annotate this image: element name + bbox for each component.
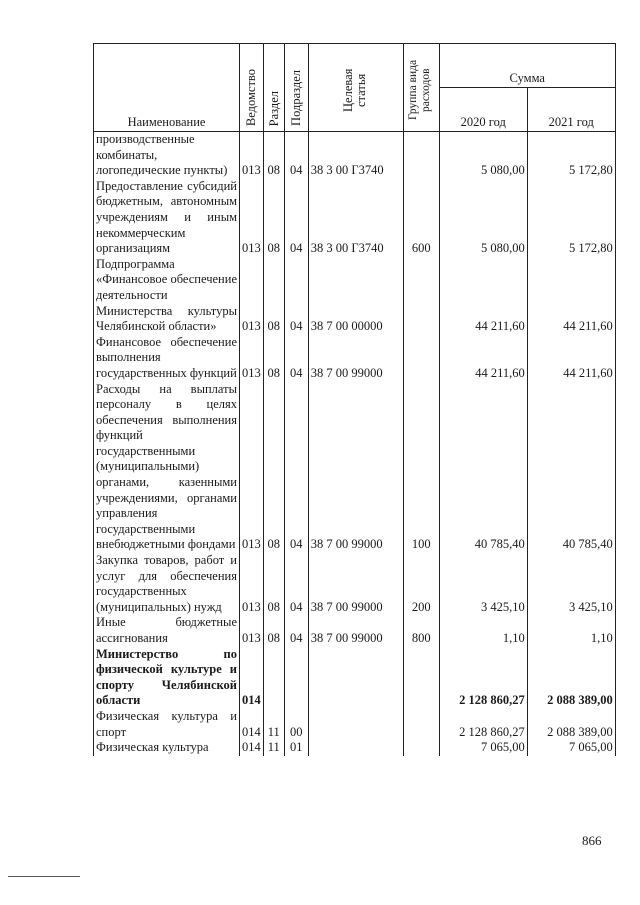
table-row [94, 615, 616, 646]
row-razdel: 11 [263, 709, 284, 740]
header-sum: Сумма [439, 44, 615, 88]
row-sum-2021: 44 211,60 [527, 257, 615, 335]
row-vedomstvo: 013 [240, 615, 264, 646]
table-row [94, 179, 616, 257]
row-razdel: 08 [263, 257, 284, 335]
row-name: Министерство по физической культуре и спорту Челябинской области [94, 647, 240, 709]
row-target: 38 7 00 00000 [308, 257, 403, 335]
row-target: 38 7 00 99000 [308, 335, 403, 382]
row-podrazdel: 01 [284, 740, 308, 756]
row-sum-2021: 40 785,40 [527, 382, 615, 554]
row-group [403, 132, 439, 179]
row-vedomstvo: 013 [240, 382, 264, 554]
row-sum-2021: 1,10 [527, 615, 615, 646]
row-sum-2021: 44 211,60 [527, 335, 615, 382]
row-name: Подпрограмма «Финансовое обеспечение деятельности Министерства культуры Челябинской области» [94, 257, 240, 335]
row-group: 800 [403, 615, 439, 646]
row-name: Предоставление субсидий бюджетным, автономным учреждениям и иным некоммерческим организациям [94, 179, 240, 257]
row-name: Закупка товаров, работ и услуг для обеспечения государственных (муниципальных) нужд [94, 553, 240, 615]
row-sum-2020: 7 065,00 [439, 740, 527, 756]
row-target [308, 647, 403, 709]
row-vedomstvo: 014 [240, 709, 264, 740]
row-sum-2020: 2 128 860,27 [439, 709, 527, 740]
row-group: 200 [403, 553, 439, 615]
row-name: производственные комбинаты, логопедические пункты) [94, 132, 240, 179]
row-sum-2020: 3 425,10 [439, 553, 527, 615]
row-sum-2021: 2 088 389,00 [527, 709, 615, 740]
row-group [403, 647, 439, 709]
row-sum-2021: 3 425,10 [527, 553, 615, 615]
row-razdel: 08 [263, 179, 284, 257]
row-vedomstvo: 013 [240, 179, 264, 257]
row-name: Иные бюджетные ассигнования [94, 615, 240, 646]
row-razdel: 08 [263, 335, 284, 382]
header-podrazdel: Подраздел [284, 44, 308, 132]
row-podrazdel: 00 [284, 709, 308, 740]
header-target: Целевая статья [308, 44, 403, 132]
row-razdel: 11 [263, 740, 284, 756]
table-row [94, 335, 616, 382]
row-group: 600 [403, 179, 439, 257]
row-name: Финансовое обеспечение выполнения государственных функций [94, 335, 240, 382]
table-row [94, 382, 616, 554]
row-vedomstvo: 014 [240, 647, 264, 709]
row-podrazdel: 04 [284, 382, 308, 554]
header-vedomstvo: Ведомство [240, 44, 264, 132]
row-razdel: 08 [263, 553, 284, 615]
header-razdel: Раздел [263, 44, 284, 132]
row-sum-2021: 5 172,80 [527, 132, 615, 179]
header-group: Группа вида расходов [403, 44, 439, 132]
page-number: 866 [582, 833, 602, 848]
row-sum-2020: 5 080,00 [439, 179, 527, 257]
row-vedomstvo: 014 [240, 740, 264, 756]
table-row [94, 257, 616, 335]
row-group: 100 [403, 382, 439, 554]
row-podrazdel: 04 [284, 132, 308, 179]
row-sum-2020: 44 211,60 [439, 335, 527, 382]
row-target: 38 7 00 99000 [308, 615, 403, 646]
row-sum-2021: 5 172,80 [527, 179, 615, 257]
row-group [403, 709, 439, 740]
row-sum-2021: 2 088 389,00 [527, 647, 615, 709]
row-sum-2020: 2 128 860,27 [439, 647, 527, 709]
table-row [94, 553, 616, 615]
footer-line [8, 876, 80, 877]
row-target [308, 740, 403, 756]
row-vedomstvo: 013 [240, 335, 264, 382]
row-podrazdel: 04 [284, 553, 308, 615]
table-row [94, 709, 616, 740]
row-target [308, 709, 403, 740]
table-row [94, 740, 616, 756]
row-podrazdel: 04 [284, 615, 308, 646]
row-name: Физическая культура [94, 740, 240, 756]
table-row [94, 132, 616, 179]
row-sum-2020: 40 785,40 [439, 382, 527, 554]
budget-table [93, 43, 616, 756]
row-sum-2020: 1,10 [439, 615, 527, 646]
row-sum-2020: 44 211,60 [439, 257, 527, 335]
row-vedomstvo: 013 [240, 132, 264, 179]
row-name: Физическая культура и спорт [94, 709, 240, 740]
row-target: 38 7 00 99000 [308, 382, 403, 554]
row-vedomstvo: 013 [240, 257, 264, 335]
row-vedomstvo: 013 [240, 553, 264, 615]
row-razdel: 08 [263, 132, 284, 179]
row-sum-2020: 5 080,00 [439, 132, 527, 179]
row-razdel: 08 [263, 615, 284, 646]
row-razdel: 08 [263, 382, 284, 554]
row-group [403, 257, 439, 335]
row-podrazdel: 04 [284, 335, 308, 382]
header-name: Наименование [94, 44, 240, 132]
row-name: Расходы на выплаты персоналу в целях обеспечения выполнения функций государственными (муниципальными) органами, казенными учреждениями, органами управления государственными внебюджетными фондами [94, 382, 240, 554]
row-target: 38 3 00 Г3740 [308, 132, 403, 179]
row-podrazdel [284, 647, 308, 709]
row-target: 38 7 00 99000 [308, 553, 403, 615]
row-podrazdel: 04 [284, 257, 308, 335]
header-year-2020: 2020 год [439, 88, 527, 132]
row-target: 38 3 00 Г3740 [308, 179, 403, 257]
row-sum-2021: 7 065,00 [527, 740, 615, 756]
row-group [403, 740, 439, 756]
header-year-2021: 2021 год [527, 88, 615, 132]
row-group [403, 335, 439, 382]
row-razdel [263, 647, 284, 709]
table-row [94, 647, 616, 709]
row-podrazdel: 04 [284, 179, 308, 257]
